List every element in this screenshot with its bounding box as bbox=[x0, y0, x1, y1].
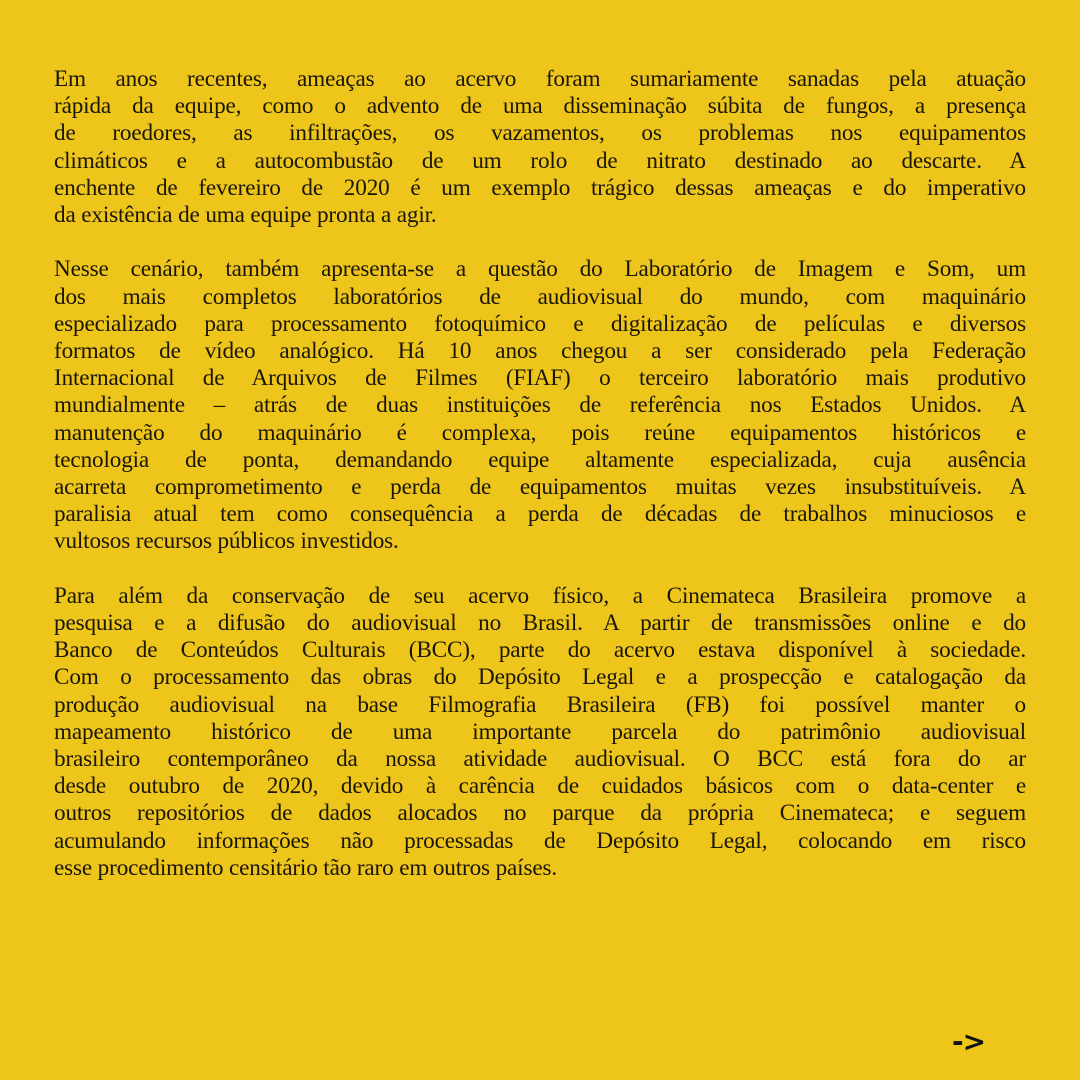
paragraph-threats bbox=[54, 66, 1026, 229]
document-body bbox=[54, 66, 1026, 909]
text-line: Em anos recentes, ameaças ao acervo foram sumariamente sanadas pela atuação bbox=[54, 66, 1026, 92]
paragraph-laboratory bbox=[54, 256, 1026, 555]
text-line: formatos de vídeo analógico. Há 10 anos chegou a ser considerado pela Federação bbox=[54, 338, 1026, 365]
text-line: outros repositórios de dados alocados no parque da própria Cinemateca; e seguem bbox=[54, 800, 1026, 827]
text-line: manutenção do maquinário é complexa, pois reúne equipamentos históricos e bbox=[54, 419, 1026, 446]
text-line: enchente de fevereiro de 2020 é um exemplo trágico dessas ameaças e do imperativo bbox=[54, 174, 1026, 201]
next-arrow-icon[interactable]: -> bbox=[952, 1025, 986, 1058]
text-line: Nesse cenário, também apresenta-se a questão do Laboratório de Imagem e Som, um bbox=[54, 256, 1026, 283]
text-line: da existência de uma equipe pronta a agir. bbox=[54, 202, 437, 229]
text-line: mapeamento histórico de uma importante parcela do patrimônio audiovisual bbox=[54, 718, 1026, 745]
text-line: acarreta comprometimento e perda de equipamentos muitas vezes insubstituíveis. A bbox=[54, 474, 1026, 501]
text-line: acumulando informações não processadas de Depósito Legal, colocando em risco bbox=[54, 827, 1026, 854]
text-line: tecnologia de ponta, demandando equipe altamente especializada, cuja ausência bbox=[54, 446, 1026, 473]
text-line: mundialmente – atrás de duas instituições de referência nos Estados Unidos. A bbox=[54, 392, 1026, 419]
text-line: climáticos e a autocombustão de um rolo de nitrato destinado ao descarte. A bbox=[54, 147, 1026, 174]
text-line: Banco de Conteúdos Culturais (BCC), parte do acervo estava disponível à sociedade. bbox=[54, 637, 1026, 664]
text-line: Internacional de Arquivos de Filmes (FIAF) o terceiro laboratório mais produtivo bbox=[54, 365, 1026, 392]
text-line: pesquisa e a difusão do audiovisual no Brasil. A partir de transmissões online e do bbox=[54, 610, 1026, 637]
text-line: esse procedimento censitário tão raro em outros países. bbox=[54, 854, 557, 881]
text-line: brasileiro contemporâneo da nossa atividade audiovisual. O BCC está fora do ar bbox=[54, 746, 1026, 773]
text-line: vultosos recursos públicos investidos. bbox=[54, 528, 399, 555]
text-line: dos mais completos laboratórios de audiovisual do mundo, com maquinário bbox=[54, 283, 1026, 310]
text-line: de roedores, as infiltrações, os vazamentos, os problemas nos equipamentos bbox=[54, 120, 1026, 147]
paragraph-research bbox=[54, 583, 1026, 882]
text-line: produção audiovisual na base Filmografia Brasileira (FB) foi possível manter o bbox=[54, 691, 1026, 718]
text-line: Para além da conservação de seu acervo físico, a Cinemateca Brasileira promove a bbox=[54, 582, 1026, 609]
text-line: Com o processamento das obras do Depósito Legal e a prospecção e catalogação da bbox=[54, 664, 1026, 691]
text-line: desde outubro de 2020, devido à carência de cuidados básicos com o data-center e bbox=[54, 773, 1026, 800]
text-line: especializado para processamento fotoquímico e digitalização de películas e diversos bbox=[54, 310, 1026, 337]
text-line: rápida da equipe, como o advento de uma disseminação súbita de fungos, a presença bbox=[54, 93, 1026, 120]
text-line: paralisia atual tem como consequência a perda de décadas de trabalhos minuciosos e bbox=[54, 501, 1026, 528]
